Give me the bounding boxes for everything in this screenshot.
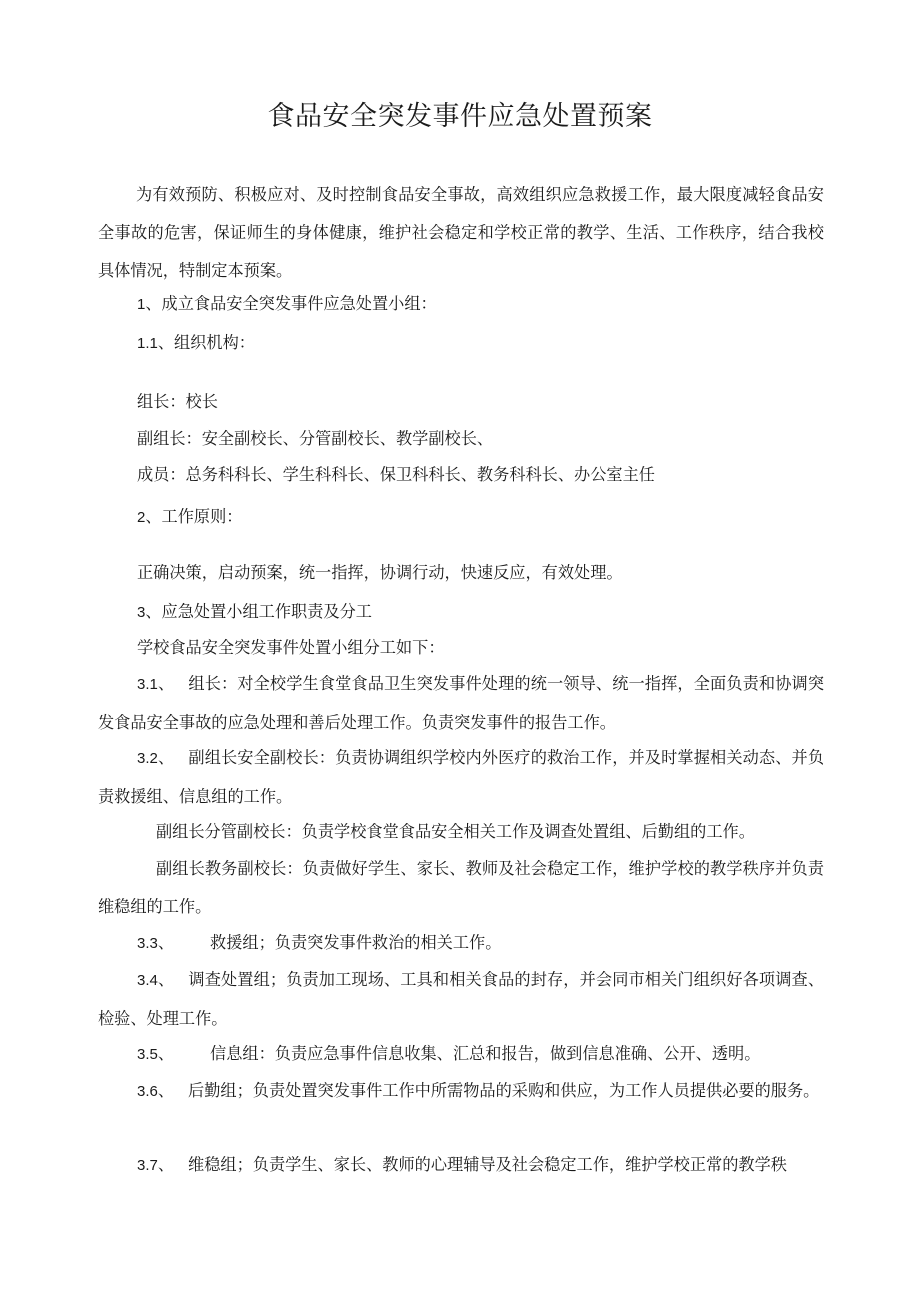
deputy-edu-paragraph: 副组长教务副校长：负责做好学生、家长、教师及社会稳定工作，维护学校的教学秩序并负责维稳组的工作。 — [98, 859, 824, 916]
section-number: 3.6 — [137, 1083, 158, 1100]
section-separator: 、 — [157, 970, 175, 989]
deputy-mgmt-line: 副组长分管副校长：负责学校食堂食品安全相关工作及调查处置组、后勤组的工作。 — [156, 822, 755, 841]
section-text: 组长：对全校学生食堂食品卫生突发事件处理的统一领导、统一指挥，全面负责和协调突发食品安全事故的应急处理和善后处理工作。负责突发事件的报告工作。 — [98, 674, 825, 732]
section-text: 副组长安全副校长：负责协调组织学校内外医疗的救治工作，并及时掌握相关动态、并负责救援组、信息组的工作。 — [98, 748, 825, 806]
section-text: 调查处置组；负责加工现场、工具和相关食品的封存，并会同市相关门组织好各项调查、检验、处理工作。 — [98, 970, 825, 1028]
section-number: 3 — [137, 604, 146, 621]
section-text: 救援组；负责突发事件救治的相关工作。 — [210, 933, 502, 952]
section-text: 、成立食品安全突发事件应急处置小组： — [145, 294, 437, 313]
section-separator: 、 — [157, 1044, 175, 1063]
section-2-heading — [137, 498, 863, 537]
document-title: 食品安全突发事件应急处置预案 — [267, 101, 653, 132]
intro-paragraph: 为有效预防、积极应对、及时控制食品安全事故，高效组织应急救援工作，最大限度减轻食品安全事故的危害，保证师生的身体健康，维护社会稳定和学校正常的教学、生活、工作秩序，结合我校具体情况，特制定本预案。 — [98, 185, 824, 280]
section-number: 3.5 — [137, 1046, 158, 1063]
section-1-1-heading — [137, 324, 863, 363]
deputies-line: 副组长：安全副校长、分管副校长、教学副校长、 — [137, 429, 494, 448]
section-number: 3.3 — [137, 935, 158, 952]
section-number: 1 — [137, 296, 146, 313]
section-number: 3.4 — [137, 972, 158, 989]
section-text: 信息组：负责应急事件信息收集、汇总和报告，做到信息准确、公开、透明。 — [210, 1044, 761, 1063]
leader-line: 组长：校长 — [137, 392, 218, 411]
section-3-6-paragraph — [98, 1072, 824, 1111]
section-number: 1.1 — [137, 335, 158, 352]
section-3-4-paragraph — [98, 961, 824, 1038]
section-separator: 、 — [157, 674, 175, 693]
section-text: 、工作原则： — [145, 507, 243, 526]
section-3-2-paragraph — [98, 739, 824, 816]
section-separator: 、 — [157, 748, 175, 767]
section-3-3-paragraph — [137, 924, 863, 963]
section-3-7-paragraph — [137, 1146, 863, 1185]
division-intro-line: 学校食品安全突发事件处置小组分工如下： — [137, 638, 445, 657]
section-number: 3.1 — [137, 676, 158, 693]
section-text: 、组织机构： — [157, 333, 255, 352]
section-1-heading — [137, 285, 863, 324]
section-3-heading — [137, 593, 863, 632]
section-separator: 、 — [157, 1081, 175, 1100]
section-separator: 、 — [157, 933, 175, 952]
section-3-5-paragraph — [137, 1035, 863, 1074]
section-number: 2 — [137, 509, 146, 526]
section-3-1-paragraph — [98, 665, 824, 742]
section-number: 3.2 — [137, 750, 158, 767]
principle-line: 正确决策，启动预案，统一指挥，协调行动，快速反应，有效处理。 — [137, 563, 623, 582]
section-separator: 、 — [157, 1155, 175, 1174]
members-line: 成员：总务科科长、学生科科长、保卫科科长、教务科科长、办公室主任 — [137, 465, 655, 484]
section-text: 、应急处置小组工作职责及分工 — [145, 602, 372, 621]
section-number: 3.7 — [137, 1157, 158, 1174]
section-text: 维稳组；负责学生、家长、教师的心理辅导及社会稳定工作，维护学校正常的教学秩 — [188, 1155, 787, 1174]
section-text: 后勤组；负责处置突发事件工作中所需物品的采购和供应，为工作人员提供必要的服务。 — [188, 1081, 820, 1100]
